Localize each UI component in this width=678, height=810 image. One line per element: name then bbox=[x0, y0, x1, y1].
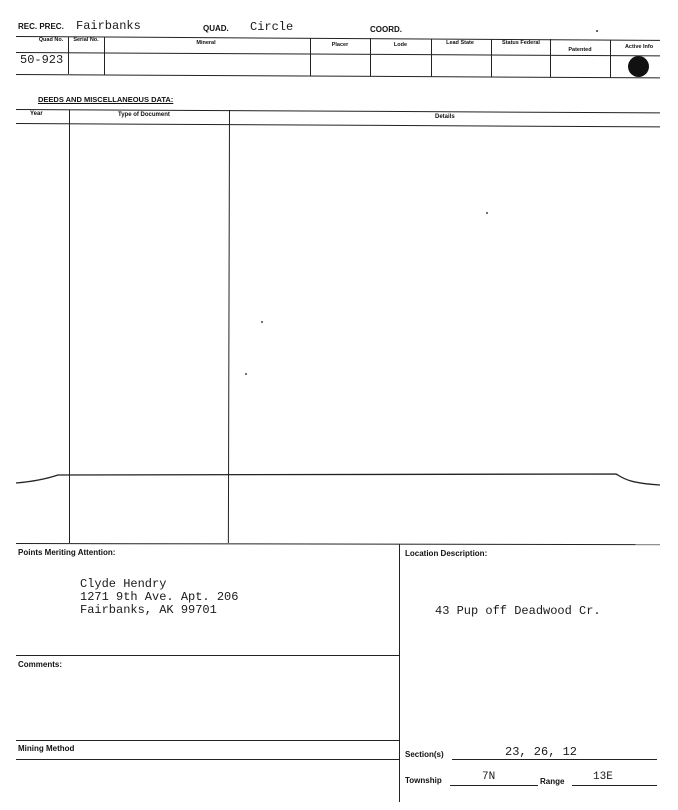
status-federal-label: Status Federal bbox=[502, 40, 540, 46]
section-value: 23, 26, 12 bbox=[505, 745, 578, 759]
location-description-value: 43 Pup off Deadwood Cr. bbox=[435, 604, 601, 618]
scan-speck bbox=[245, 373, 247, 375]
range-label: Range bbox=[540, 777, 565, 786]
quad-no-value: 50-923 bbox=[20, 53, 64, 67]
section-label: Section(s) bbox=[405, 750, 444, 759]
lode-label: Lode bbox=[393, 42, 408, 48]
scan-speck bbox=[261, 321, 263, 323]
rec-prec-value: Fairbanks bbox=[76, 19, 141, 33]
rec-prec-label: REC. PREC. bbox=[18, 22, 64, 31]
deeds-col-details: Details bbox=[435, 114, 455, 120]
top-col-divider bbox=[310, 38, 311, 76]
points-line: 1271 9th Ave. Apt. 206 bbox=[80, 590, 239, 604]
top-table-border-bottom bbox=[16, 74, 660, 78]
deeds-table-border-top bbox=[16, 109, 660, 113]
top-col-divider bbox=[431, 39, 432, 77]
placer-label: Placer bbox=[331, 42, 349, 48]
top-col-divider bbox=[68, 37, 69, 74]
location-description-label: Location Description: bbox=[405, 549, 488, 558]
coord-label: COORD. bbox=[370, 25, 402, 34]
quad-no-label: Quad No. bbox=[38, 37, 64, 43]
points-line: Fairbanks, AK 99701 bbox=[80, 603, 217, 617]
bottom-center-divider bbox=[399, 544, 400, 802]
township-value: 7N bbox=[482, 771, 496, 783]
township-label: Township bbox=[405, 776, 442, 785]
mining-method-label: Mining Method bbox=[18, 744, 75, 753]
lead-state-label: Lead State bbox=[446, 40, 474, 46]
punch-hole-mark bbox=[628, 56, 649, 77]
active-label: Active Info bbox=[624, 44, 654, 50]
top-col-divider bbox=[550, 39, 551, 77]
scan-speck bbox=[486, 212, 488, 214]
scan-speck bbox=[596, 30, 598, 32]
top-col-divider bbox=[491, 39, 492, 77]
mining-method-underline bbox=[16, 759, 399, 760]
patented-label: Patented bbox=[568, 47, 592, 53]
comments-label: Comments: bbox=[18, 660, 63, 669]
quad-label: QUAD. bbox=[203, 24, 229, 33]
deeds-section-title: DEEDS AND MISCELLANEOUS DATA: bbox=[38, 95, 174, 104]
top-col-divider bbox=[610, 40, 611, 78]
comments-divider bbox=[16, 655, 399, 656]
fold-crease-line bbox=[0, 465, 678, 495]
range-underline bbox=[572, 785, 657, 786]
top-col-divider bbox=[104, 37, 105, 75]
top-col-divider bbox=[370, 38, 371, 76]
quad-value: Circle bbox=[250, 20, 294, 34]
deeds-header-divider bbox=[16, 123, 660, 127]
deeds-col-type: Type of Document bbox=[118, 112, 170, 118]
section-underline bbox=[452, 759, 657, 760]
deeds-col-year: Year bbox=[30, 111, 43, 117]
serial-no-label: Serial No. bbox=[73, 37, 99, 43]
township-underline bbox=[450, 785, 538, 786]
points-line: Clyde Hendry bbox=[80, 577, 167, 591]
mineral-label: Mineral bbox=[196, 40, 216, 46]
mining-method-divider bbox=[16, 740, 399, 741]
bottom-section-border-top bbox=[16, 543, 660, 545]
points-meriting-label: Points Meriting Attention: bbox=[18, 548, 116, 557]
range-value: 13E bbox=[593, 771, 613, 783]
points-meriting-text bbox=[80, 578, 238, 617]
